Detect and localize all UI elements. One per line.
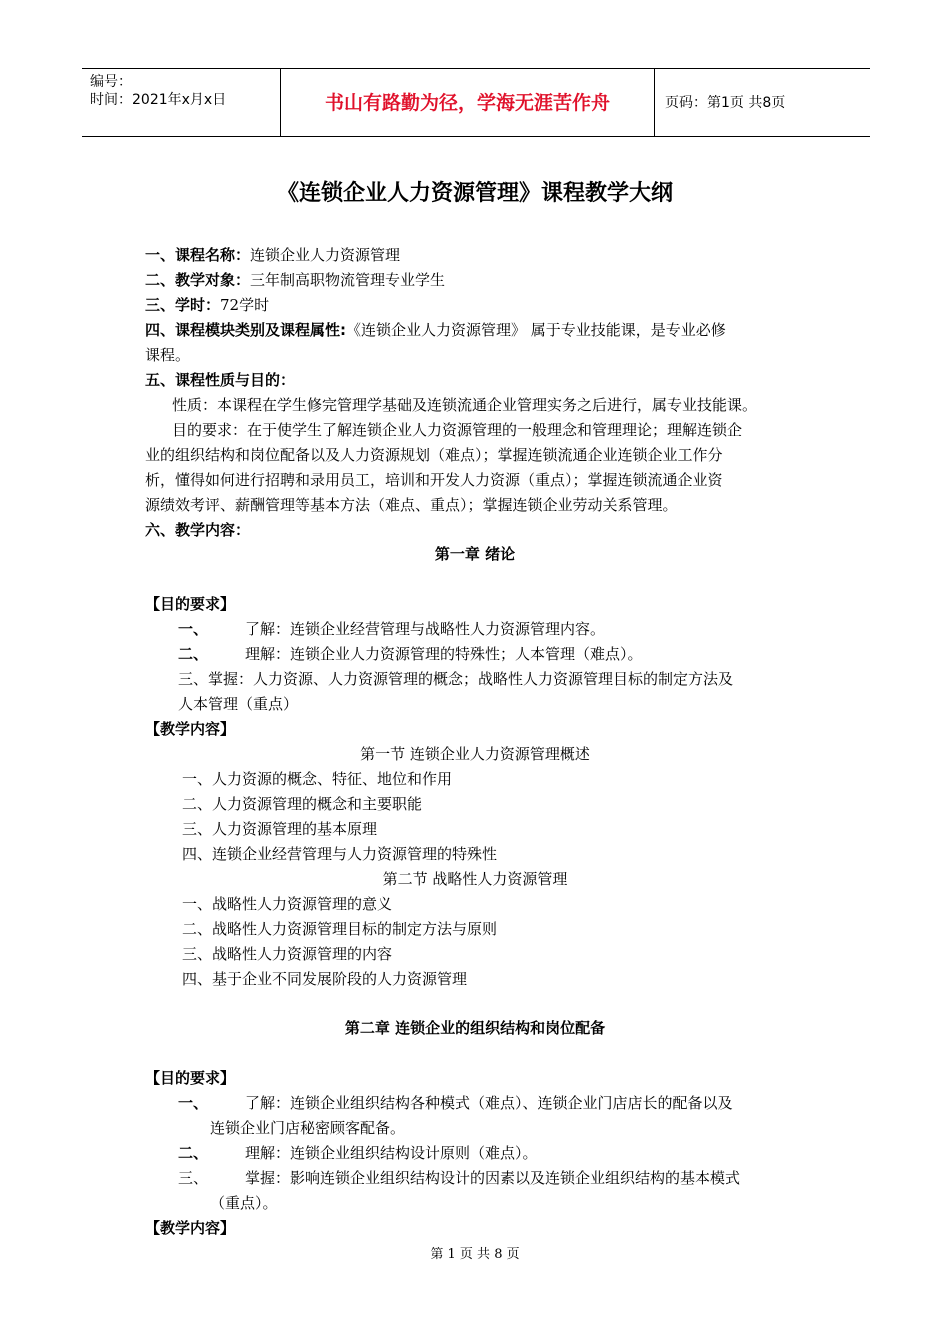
list-item: 二、战略性人力资源管理目标的制定方法与原则 xyxy=(182,920,498,938)
list-item: 三、战略性人力资源管理的内容 xyxy=(182,945,393,963)
module-text-cont: 课程。 xyxy=(145,346,191,364)
audience-label: 二、教学对象： xyxy=(145,271,251,289)
header-left-cell xyxy=(82,69,281,136)
chapter2-req2-num: 二、 xyxy=(178,1144,209,1162)
hours-line xyxy=(145,294,269,316)
date-label: 时间：2021年x月x日 xyxy=(90,92,227,108)
chapter1-section1-title: 第一节 连锁企业人力资源管理概述 xyxy=(360,745,590,763)
nature-label: 五、课程性质与目的： xyxy=(145,371,296,389)
content-label: 六、教学内容： xyxy=(145,521,251,539)
goal-text-4: 源绩效考评、薪酬管理等基本方法（难点、重点）；掌握连锁企业劳动关系管理。 xyxy=(145,496,678,514)
list-item: 一、战略性人力资源管理的意义 xyxy=(182,895,393,913)
audience-line xyxy=(145,269,445,291)
chapter1-req3-cont: 人本管理（重点） xyxy=(178,695,299,713)
chapter2-req3-num: 三、 xyxy=(178,1169,209,1187)
chapter1-section2-title: 第二节 战略性人力资源管理 xyxy=(382,870,568,888)
goal-text-2: 业的组织结构和岗位配备以及人力资源规划（难点）；掌握连锁流通企业连锁企业工作分 xyxy=(145,446,723,464)
chapter1-req3: 三、掌握：人力资源、人力资源管理的概念；战略性人力资源管理目标的制定方法及 xyxy=(178,670,734,688)
hours-label: 三、学时： xyxy=(145,296,221,314)
page-label: 页码：第1页 共8页 xyxy=(665,95,786,111)
list-item: 三、人力资源管理的基本原理 xyxy=(182,820,378,838)
chapter2-req1-num: 一、 xyxy=(178,1094,209,1112)
document-title: 《连锁企业人力资源管理》课程教学大纲 xyxy=(276,181,673,206)
number-label: 编号： xyxy=(90,74,132,90)
course-name: 连锁企业人力资源管理 xyxy=(250,246,401,264)
nature-text: 性质：本课程在学生修完管理学基础及连锁流通企业管理实务之后进行，属专业技能课。 xyxy=(172,396,758,414)
chapter2-req1-cont: 连锁企业门店秘密顾客配备。 xyxy=(210,1119,406,1137)
chapter1-req2: 理解：连锁企业人力资源管理的特殊性；人本管理（难点）。 xyxy=(245,645,643,663)
chapter2-req-label: 【目的要求】 xyxy=(145,1069,236,1087)
header-table xyxy=(82,68,870,137)
chapter1-req-label: 【目的要求】 xyxy=(145,595,236,613)
course-name-line xyxy=(145,244,400,266)
course-name-label: 一、课程名称： xyxy=(145,246,251,264)
chapter2-req1: 了解：连锁企业组织结构各种模式（难点）、连锁企业门店店长的配备以及 xyxy=(245,1094,733,1112)
chapter2-title: 第二章 连锁企业的组织结构和岗位配备 xyxy=(344,1019,606,1037)
list-item: 一、人力资源的概念、特征、地位和作用 xyxy=(182,770,453,788)
module-text: 《连锁企业人力资源管理》 属于专业技能课，是专业必修 xyxy=(346,321,726,339)
chapter2-req3-cont: （重点）。 xyxy=(210,1194,278,1212)
module-line xyxy=(145,319,726,341)
header-right-cell xyxy=(654,69,871,136)
chapter1-content-label: 【教学内容】 xyxy=(145,720,236,738)
chapter1-req2-num: 二、 xyxy=(178,645,209,663)
goal-text-1: 目的要求：在于使学生了解连锁企业人力资源管理的一般理念和管理理论；理解连锁企 xyxy=(172,421,743,439)
motto: 书山有路勤为径，学海无涯苦作舟 xyxy=(324,92,610,114)
list-item: 四、基于企业不同发展阶段的人力资源管理 xyxy=(182,970,468,988)
module-label: 四、课程模块类别及课程属性: xyxy=(145,321,346,339)
chapter2-req2: 理解：连锁企业组织结构设计原则（难点）。 xyxy=(245,1144,538,1162)
audience: 三年制高职物流管理专业学生 xyxy=(250,271,446,289)
hours: 72学时 xyxy=(220,296,270,314)
chapter1-req1: 了解：连锁企业经营管理与战略性人力资源管理内容。 xyxy=(245,620,606,638)
chapter2-content-label: 【教学内容】 xyxy=(145,1219,236,1237)
header-motto-cell xyxy=(281,69,654,136)
chapter1-title: 第一章 绪论 xyxy=(434,545,516,563)
chapter1-req1-num: 一、 xyxy=(178,620,209,638)
list-item: 二、人力资源管理的概念和主要职能 xyxy=(182,795,423,813)
chapter2-req3: 掌握：影响连锁企业组织结构设计的因素以及连锁企业组织结构的基本模式 xyxy=(245,1169,741,1187)
goal-text-3: 析，懂得如何进行招聘和录用员工，培训和开发人力资源（重点）；掌握连锁流通企业资 xyxy=(145,471,723,489)
page-footer: 第 1 页 共 8 页 xyxy=(430,1247,520,1262)
list-item: 四、连锁企业经营管理与人力资源管理的特殊性 xyxy=(182,845,498,863)
